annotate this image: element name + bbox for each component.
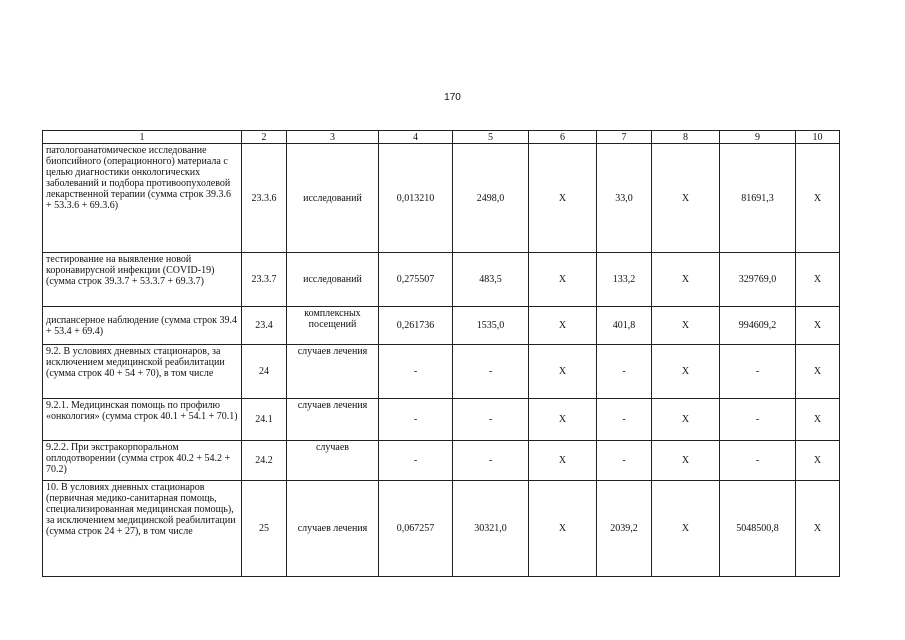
header-row bbox=[43, 131, 840, 144]
table-cell: 2039,2 bbox=[597, 481, 652, 577]
column-header: 7 bbox=[597, 131, 652, 144]
table-cell: Х bbox=[529, 481, 597, 577]
table-row bbox=[43, 144, 840, 253]
table-row bbox=[43, 253, 840, 307]
table-cell: 33,0 bbox=[597, 144, 652, 253]
table-cell: - bbox=[379, 399, 453, 441]
table-cell: Х bbox=[529, 307, 597, 345]
row-code-cell: 23.4 bbox=[242, 307, 287, 345]
column-header: 6 bbox=[529, 131, 597, 144]
column-header: 8 bbox=[652, 131, 720, 144]
row-name-cell: диспансерное наблюдение (сумма строк 39.4 + 53.4 + 69.4) bbox=[43, 307, 242, 345]
table-cell: Х bbox=[652, 399, 720, 441]
table-cell: 81691,3 bbox=[720, 144, 796, 253]
table-cell: - bbox=[597, 441, 652, 481]
table-cell: Х bbox=[652, 345, 720, 399]
table-cell: Х bbox=[529, 399, 597, 441]
page-number: 170 bbox=[444, 92, 461, 103]
table-cell: 0,067257 bbox=[379, 481, 453, 577]
table-row bbox=[43, 399, 840, 441]
table-cell: 994609,2 bbox=[720, 307, 796, 345]
table-cell: Х bbox=[652, 144, 720, 253]
table-cell: 1535,0 bbox=[453, 307, 529, 345]
row-name-cell: патологоанатомическое исследование биопсийного (операционного) материала с целью диагностики онкологических заболеваний и подбора противоопухолевой лекарственной терапии (сумма строк 39.3.6 + 53.3.6 + 69.3.6) bbox=[43, 144, 242, 253]
table-cell: Х bbox=[529, 253, 597, 307]
table-cell: - bbox=[453, 441, 529, 481]
table-cell: Х bbox=[529, 441, 597, 481]
column-header: 2 bbox=[242, 131, 287, 144]
column-header: 3 bbox=[287, 131, 379, 144]
row-code-cell: 25 bbox=[242, 481, 287, 577]
table-cell: 0,275507 bbox=[379, 253, 453, 307]
row-code-cell: 23.3.6 bbox=[242, 144, 287, 253]
row-name-cell: 9.2.2. При экстракорпоральном оплодотворении (сумма строк 40.2 + 54.2 + 70.2) bbox=[43, 441, 242, 481]
table-cell: - bbox=[720, 399, 796, 441]
table-row bbox=[43, 345, 840, 399]
table-cell: - bbox=[597, 345, 652, 399]
table-cell: - bbox=[720, 441, 796, 481]
unit-cell: случаев лечения bbox=[287, 345, 379, 399]
table-cell: - bbox=[453, 345, 529, 399]
unit-cell: случаев лечения bbox=[287, 481, 379, 577]
table-cell: Х bbox=[796, 253, 840, 307]
row-code-cell: 24.2 bbox=[242, 441, 287, 481]
column-header: 5 bbox=[453, 131, 529, 144]
table-cell: Х bbox=[796, 399, 840, 441]
column-header: 1 bbox=[43, 131, 242, 144]
column-header: 4 bbox=[379, 131, 453, 144]
table-cell: 401,8 bbox=[597, 307, 652, 345]
table-cell: - bbox=[379, 441, 453, 481]
table-cell: - bbox=[720, 345, 796, 399]
unit-cell: комплексных посещений bbox=[287, 307, 379, 345]
table-cell: - bbox=[597, 399, 652, 441]
table-cell: Х bbox=[652, 253, 720, 307]
table-cell: Х bbox=[652, 307, 720, 345]
unit-cell: исследований bbox=[287, 144, 379, 253]
row-name-cell: 9.2.1. Медицинская помощь по профилю «онкология» (сумма строк 40.1 + 54.1 + 70.1) bbox=[43, 399, 242, 441]
row-name-cell: тестирование на выявление новой коронавирусной инфекции (COVID-19) (сумма строк 39.3.7 + 53.3.7 + 69.3.7) bbox=[43, 253, 242, 307]
table-row bbox=[43, 307, 840, 345]
table-cell: 5048500,8 bbox=[720, 481, 796, 577]
table-cell: Х bbox=[652, 441, 720, 481]
table-cell: 2498,0 bbox=[453, 144, 529, 253]
table-cell: 0,261736 bbox=[379, 307, 453, 345]
table-cell: Х bbox=[529, 144, 597, 253]
table-cell: Х bbox=[796, 345, 840, 399]
column-header: 9 bbox=[720, 131, 796, 144]
table-cell: 133,2 bbox=[597, 253, 652, 307]
table-cell: Х bbox=[652, 481, 720, 577]
unit-cell: случаев лечения bbox=[287, 399, 379, 441]
row-code-cell: 24 bbox=[242, 345, 287, 399]
table-cell: Х bbox=[529, 345, 597, 399]
table-cell: - bbox=[379, 345, 453, 399]
table-cell: Х bbox=[796, 481, 840, 577]
table-row bbox=[43, 481, 840, 577]
row-name-cell: 10. В условиях дневных стационаров (первичная медико-санитарная помощь, специализированная медицинская помощь), за исключением медицинской реабилитации (сумма строк 24 + 27), в том числе bbox=[43, 481, 242, 577]
row-code-cell: 23.3.7 bbox=[242, 253, 287, 307]
table-cell: Х bbox=[796, 441, 840, 481]
row-name-cell: 9.2. В условиях дневных стационаров, за исключением медицинской реабилитации (сумма строк 40 + 54 + 70), в том числе bbox=[43, 345, 242, 399]
table-row bbox=[43, 441, 840, 481]
unit-cell: случаев bbox=[287, 441, 379, 481]
table-cell: 30321,0 bbox=[453, 481, 529, 577]
table-cell: 0,013210 bbox=[379, 144, 453, 253]
table-cell: Х bbox=[796, 307, 840, 345]
table-cell: 483,5 bbox=[453, 253, 529, 307]
table-cell: Х bbox=[796, 144, 840, 253]
column-header: 10 bbox=[796, 131, 840, 144]
unit-cell: исследований bbox=[287, 253, 379, 307]
table-cell: - bbox=[453, 399, 529, 441]
table-cell: 329769,0 bbox=[720, 253, 796, 307]
data-table bbox=[42, 130, 840, 577]
row-code-cell: 24.1 bbox=[242, 399, 287, 441]
